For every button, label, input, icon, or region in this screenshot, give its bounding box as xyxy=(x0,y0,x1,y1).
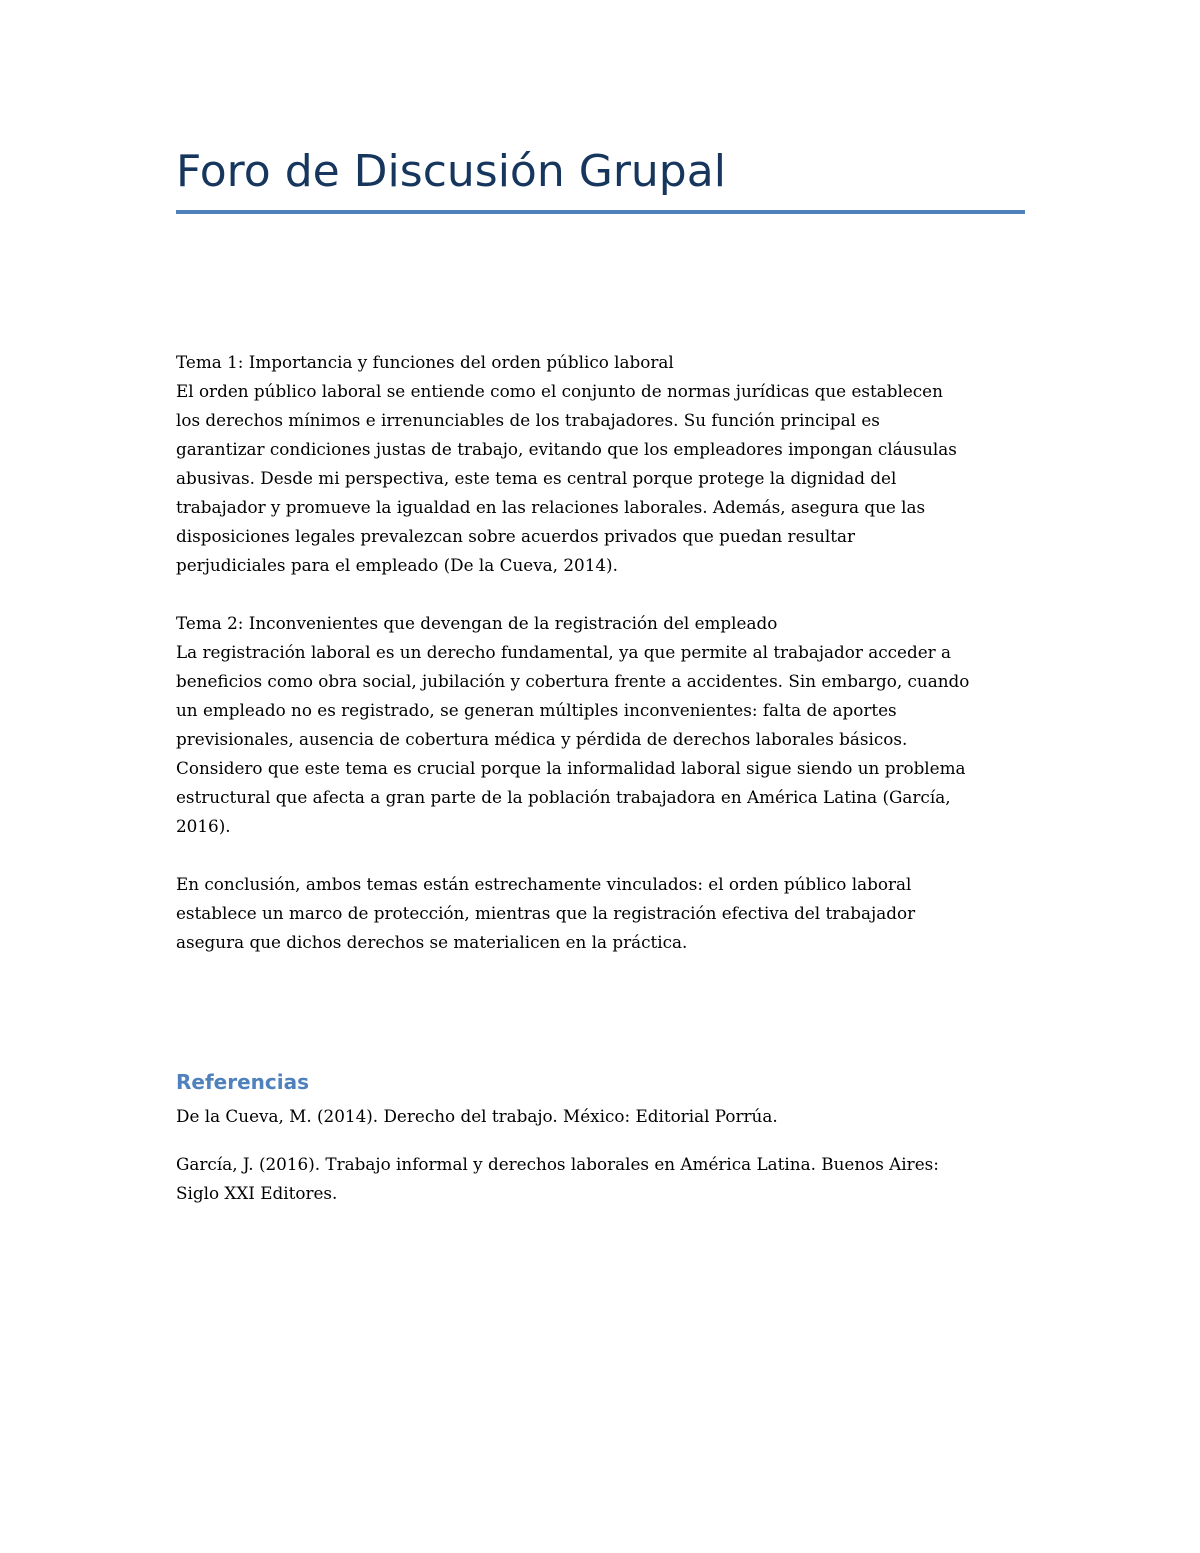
tema-1-heading xyxy=(176,348,1026,377)
paragraph-line: En conclusión, ambos temas están estrechamente vinculados: el orden público laboral xyxy=(176,874,912,894)
tema-2-paragraph xyxy=(176,638,1026,841)
reference-item xyxy=(176,1102,1026,1131)
reference-line: Siglo XXI Editores. xyxy=(176,1183,338,1203)
references-heading: Referencias xyxy=(176,1070,310,1094)
conclusion-paragraph xyxy=(176,870,1026,957)
paragraph-line: La registración laboral es un derecho fundamental, ya que permite al trabajador acceder a xyxy=(176,642,952,662)
reference-item xyxy=(176,1150,1026,1208)
section-conclusion xyxy=(176,870,1026,957)
section-tema-2 xyxy=(176,609,1026,841)
tema-2-heading-text: Tema 2: Inconvenientes que devengan de la registración del empleado xyxy=(176,613,778,633)
paragraph-line: disposiciones legales prevalezcan sobre acuerdos privados que puedan resultar xyxy=(176,526,856,546)
paragraph-line: beneficios como obra social, jubilación y cobertura frente a accidentes. Sin embargo, cuando xyxy=(176,671,970,691)
paragraph-line: establece un marco de protección, mientras que la registración efectiva del trabajador xyxy=(176,903,916,923)
paragraph-line: los derechos mínimos e irrenunciables de los trabajadores. Su función principal es xyxy=(176,410,880,430)
section-tema-1 xyxy=(176,348,1026,580)
paragraph-line: trabajador y promueve la igualdad en las relaciones laborales. Además, asegura que las xyxy=(176,497,926,517)
title-underline-rule xyxy=(176,210,1025,214)
document-title: Foro de Discusión Grupal xyxy=(176,146,726,197)
tema-1-paragraph xyxy=(176,377,1026,580)
paragraph-line: Considero que este tema es crucial porque la informalidad laboral sigue siendo un problema xyxy=(176,758,966,778)
reference-line: De la Cueva, M. (2014). Derecho del trabajo. México: Editorial Porrúa. xyxy=(176,1106,778,1126)
paragraph-line: estructural que afecta a gran parte de la población trabajadora en América Latina (García, xyxy=(176,787,951,807)
paragraph-line: perjudiciales para el empleado (De la Cueva, 2014). xyxy=(176,555,618,575)
paragraph-line: un empleado no es registrado, se generan múltiples inconvenientes: falta de aportes xyxy=(176,700,897,720)
tema-1-heading-text: Tema 1: Importancia y funciones del orden público laboral xyxy=(176,352,674,372)
paragraph-line: abusivas. Desde mi perspectiva, este tema es central porque protege la dignidad del xyxy=(176,468,897,488)
paragraph-line: garantizar condiciones justas de trabajo, evitando que los empleadores impongan cláusulas xyxy=(176,439,957,459)
tema-2-heading xyxy=(176,609,1026,638)
paragraph-line: El orden público laboral se entiende como el conjunto de normas jurídicas que establecen xyxy=(176,381,943,401)
reference-line: García, J. (2016). Trabajo informal y derechos laborales en América Latina. Buenos Aires: xyxy=(176,1154,939,1174)
paragraph-line: previsionales, ausencia de cobertura médica y pérdida de derechos laborales básicos. xyxy=(176,729,908,749)
paragraph-line: 2016). xyxy=(176,816,231,836)
paragraph-line: asegura que dichos derechos se materialicen en la práctica. xyxy=(176,932,688,952)
